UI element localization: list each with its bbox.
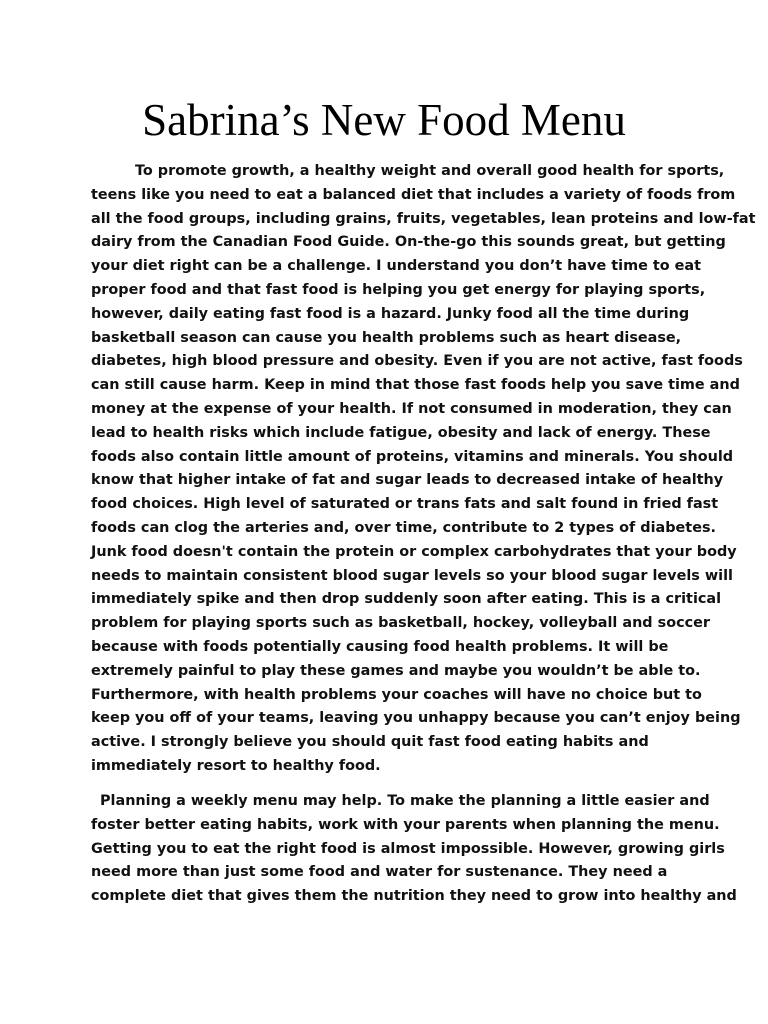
paragraph-line: can still cause harm. Keep in mind that those fast foods help you save time and — [91, 377, 740, 394]
paragraph-line: dairy from the Canadian Food Guide. On-the-go this sounds great, but getting — [91, 234, 726, 251]
paragraph-line: diabetes, high blood pressure and obesity. Even if you are not active, fast foods — [91, 353, 743, 370]
paragraph-line: immediately resort to healthy food. — [91, 757, 381, 774]
paragraph-line: Getting you to eat the right food is almost impossible. However, growing girls — [91, 840, 725, 857]
paragraph-line: because with foods potentially causing food health problems. It will be — [91, 638, 669, 655]
paragraph-line: extremely painful to play these games and maybe you wouldn’t be able to. — [91, 662, 701, 679]
paragraph-line: however, daily eating fast food is a hazard. Junky food all the time during — [91, 305, 690, 322]
paragraph-1 — [91, 160, 756, 779]
paragraph-line: problem for playing sports such as basketball, hockey, volleyball and soccer — [91, 615, 710, 632]
paragraph-line: foods can clog the arteries and, over time, contribute to 2 types of diabetes. — [91, 519, 716, 536]
paragraph-line: proper food and that fast food is helping you get energy for playing sports, — [91, 281, 706, 298]
paragraph-line: need more than just some food and water for sustenance. They need a — [91, 864, 668, 881]
paragraph-line: teens like you need to eat a balanced diet that includes a variety of foods from — [91, 186, 736, 203]
paragraph-line: keep you off of your teams, leaving you unhappy because you can’t enjoy being — [91, 710, 741, 727]
paragraph-line: Junk food doesn't contain the protein or complex carbohydrates that your body — [91, 543, 737, 560]
paragraph-line: basketball season can cause you health problems such as heart disease, — [91, 329, 682, 346]
paragraph-line: active. I strongly believe you should quit fast food eating habits and — [91, 734, 649, 751]
paragraph-line: Planning a weekly menu may help. To make the planning a little easier and — [100, 793, 710, 809]
paragraph-line: Furthermore, with health problems your coaches will have no choice but to — [91, 686, 702, 703]
paragraph-line: foods also contain little amount of proteins, vitamins and minerals. You should — [91, 448, 734, 465]
paragraph-line: your diet right can be a challenge. I understand you don’t have time to eat — [91, 258, 701, 275]
paragraph-line: complete diet that gives them the nutrition they need to grow into healthy and — [91, 888, 737, 905]
paragraph-line: lead to health risks which include fatigue, obesity and lack of energy. These — [91, 424, 711, 441]
document-title: Sabrina’s New Food Menu — [142, 95, 626, 145]
paragraph-line: immediately spike and then drop suddenly soon after eating. This is a critical — [91, 591, 722, 608]
paragraph-line: foster better eating habits, work with your parents when planning the menu. — [91, 816, 720, 833]
paragraph-line: food choices. High level of saturated or trans fats and salt found in fried fast — [91, 496, 719, 513]
paragraph-line: know that higher intake of fat and sugar leads to decreased intake of healthy — [91, 472, 724, 489]
paragraph-line: To promote growth, a healthy weight and overall good health for sports, — [135, 163, 725, 179]
paragraph-2 — [91, 790, 737, 909]
paragraph-line: needs to maintain consistent blood sugar levels so your blood sugar levels will — [91, 567, 733, 584]
paragraph-line: money at the expense of your health. If not consumed in moderation, they can — [91, 400, 732, 417]
paragraph-line: all the food groups, including grains, fruits, vegetables, lean proteins and low-fat — [91, 210, 756, 227]
